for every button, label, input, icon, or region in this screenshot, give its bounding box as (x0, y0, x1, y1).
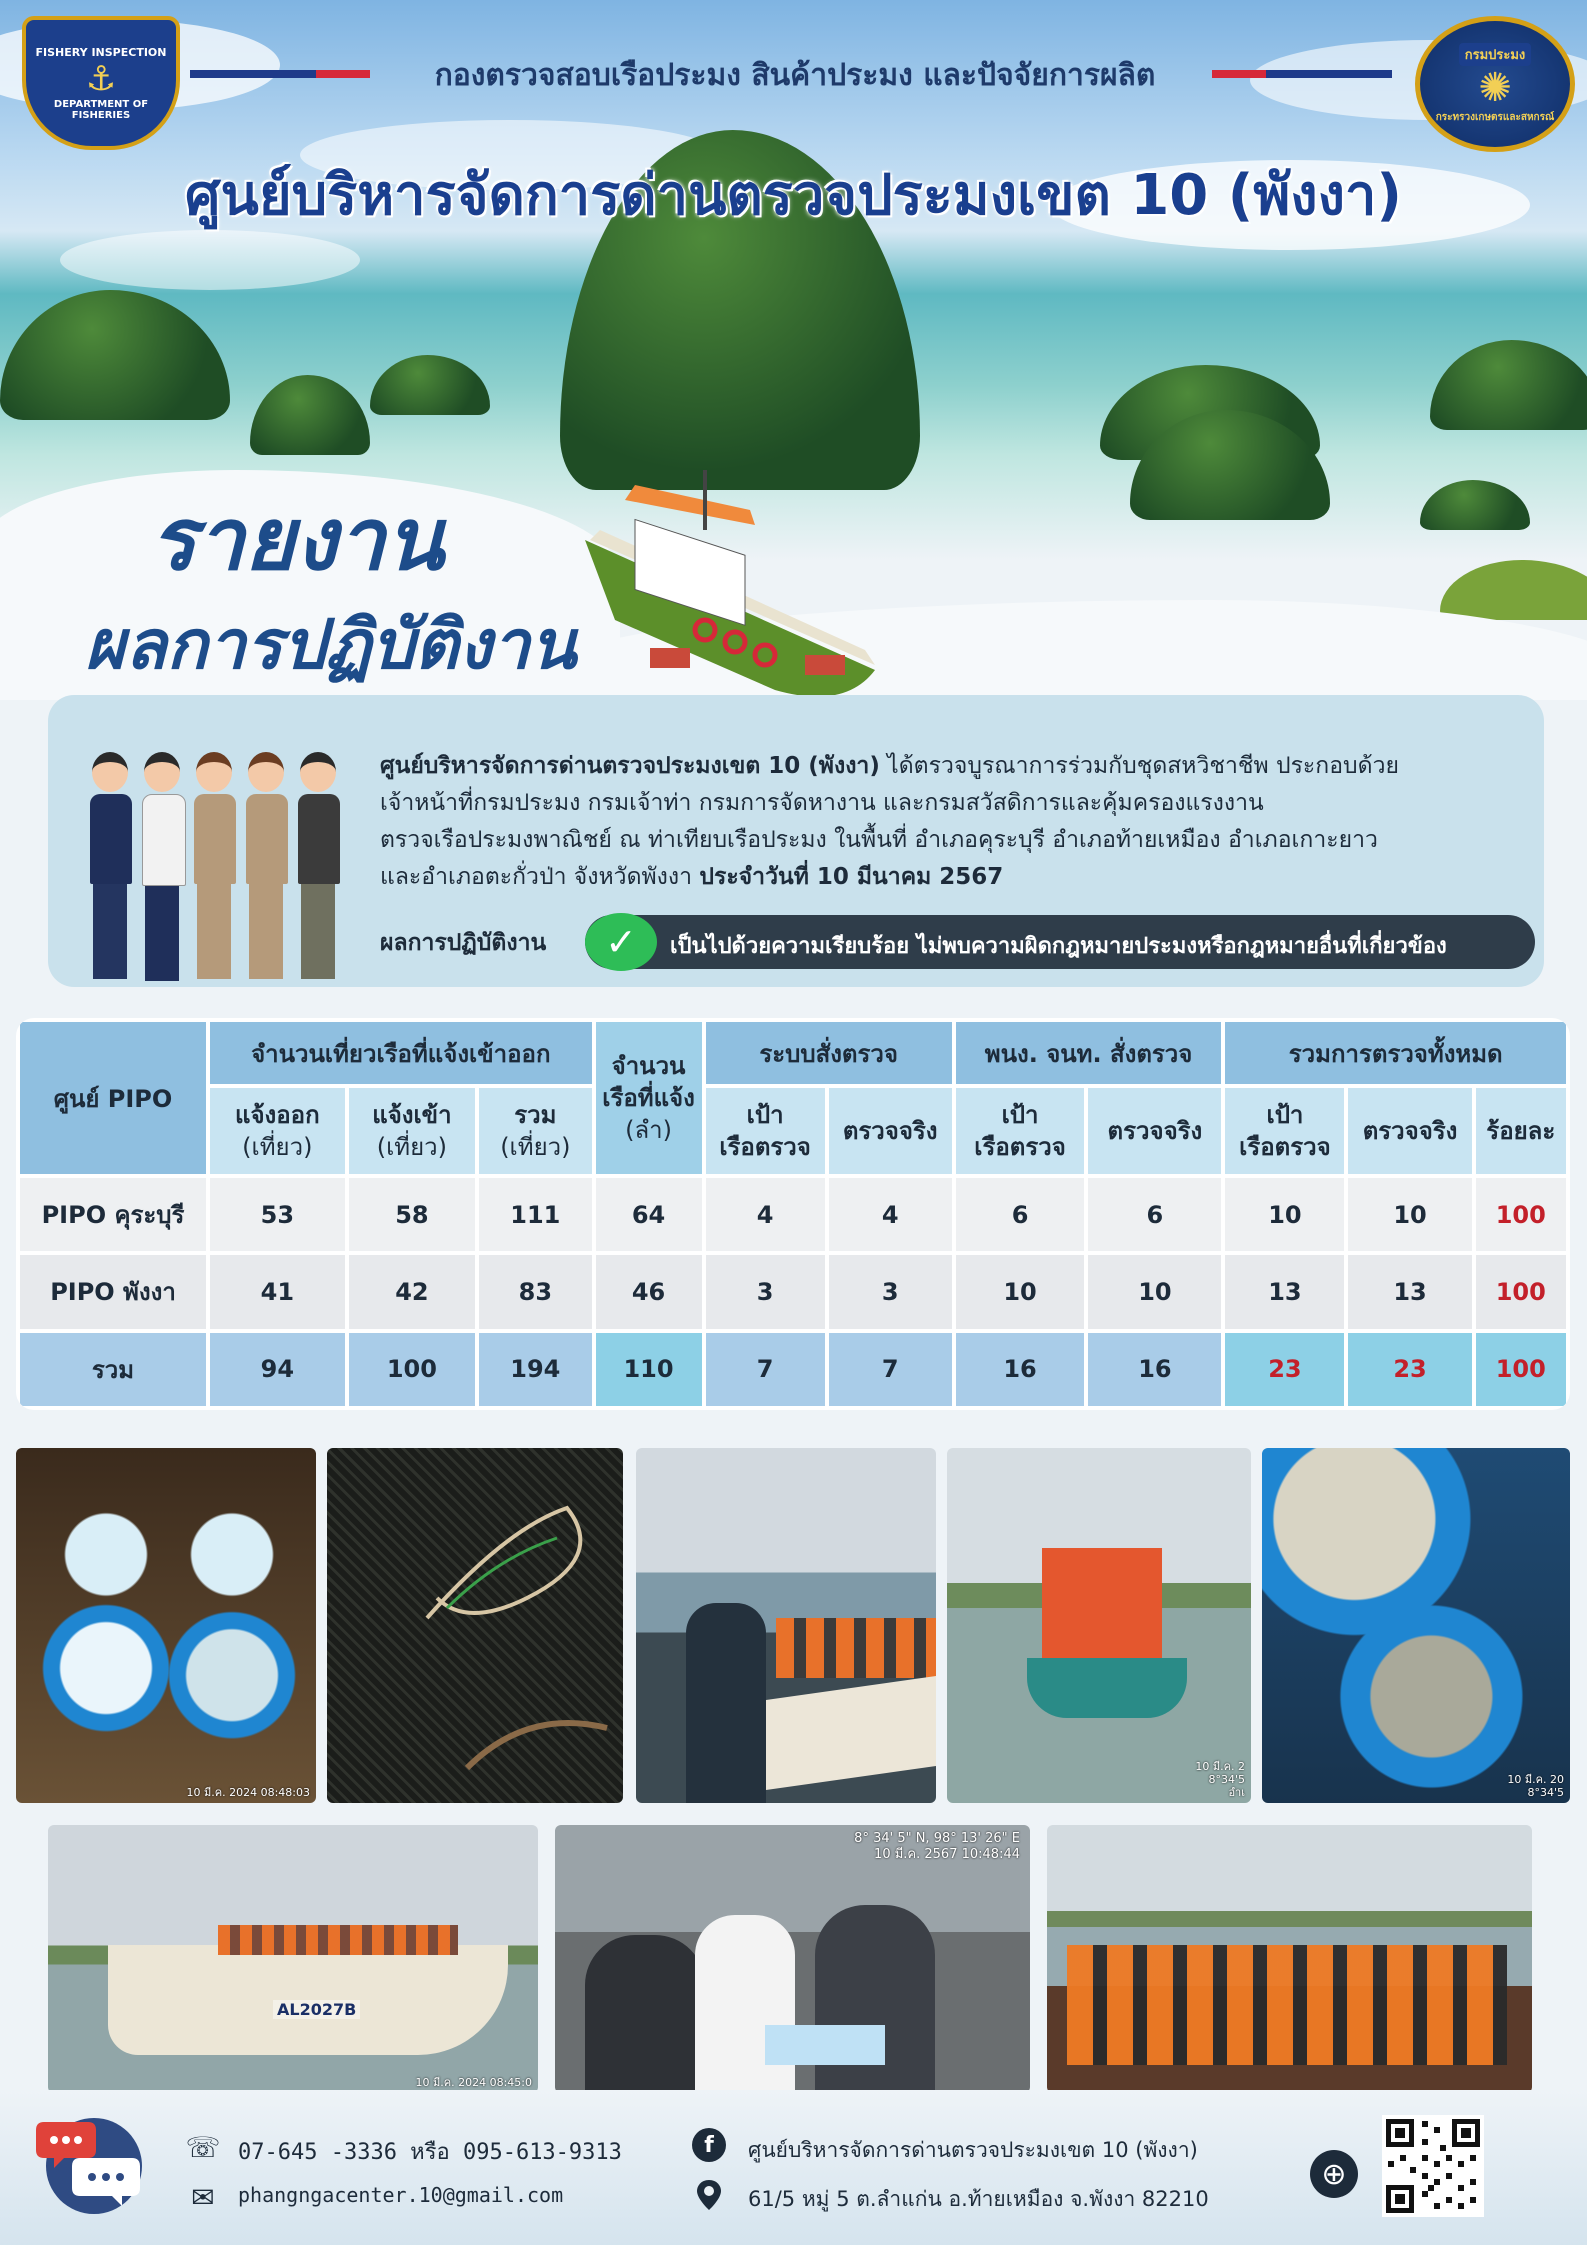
photo-officer-boat-inspection (636, 1448, 936, 1803)
qr-code-icon (1382, 2115, 1484, 2217)
cell-sys-target: 3 (706, 1255, 825, 1328)
photo-document-check (555, 1825, 1030, 2093)
check-icon: ✓ (585, 913, 657, 971)
header-rule-right (1212, 70, 1392, 78)
cell-in: 58 (349, 1178, 475, 1251)
photo-fish-catch (1262, 1448, 1570, 1803)
stamp-line: 10 มี.ค. 2567 10:48:44 (874, 1847, 1020, 1862)
header-officer: พนง. จนท. สั่งตรวจ (956, 1022, 1222, 1084)
cell-sys-actual: 4 (829, 1178, 952, 1251)
boat-registration: AL2027B (273, 2000, 360, 2019)
seal-text-top: กรมประมง (1459, 43, 1532, 66)
summary-text (380, 748, 1520, 896)
cell-percent: 100 (1476, 1333, 1566, 1406)
cell-off-target: 16 (956, 1333, 1085, 1406)
row-name: PIPO คุระบุรี (20, 1178, 206, 1251)
cell-boats: 46 (596, 1255, 702, 1328)
cell-off-target: 10 (956, 1255, 1085, 1328)
fishery-inspection-logo (22, 16, 180, 150)
crew-group (1067, 1945, 1507, 2065)
facebook-page[interactable]: ศูนย์บริหารจัดการด่านตรวจประมงเขต 10 (พังงา) (748, 2138, 1198, 2162)
crew-row (218, 1925, 458, 1955)
cell-sys-actual: 7 (829, 1333, 952, 1406)
header-out-label: แจ้งออก (235, 1101, 320, 1129)
cell-percent: 100 (1476, 1255, 1566, 1328)
header-sum-unit: (เที่ยว) (500, 1133, 571, 1161)
cell-sum: 194 (479, 1333, 591, 1406)
boat-hull (1027, 1658, 1187, 1718)
photo-ice-barrels (16, 1448, 316, 1803)
report-date: ประจำวันที่ 10 มีนาคม 2567 (699, 864, 1004, 890)
officer-figure (90, 752, 130, 979)
photo-fishing-net (327, 1448, 623, 1803)
photo-timestamp: 10 มี.ค. 2024 08:45:0 (415, 2076, 532, 2089)
header-percent: ร้อยละ (1476, 1088, 1566, 1174)
island (0, 290, 230, 420)
stamp-line: 10 มี.ค. 20 (1507, 1773, 1564, 1786)
shore-vegetation (1440, 560, 1587, 620)
officer-figure (194, 752, 234, 979)
header-boats (596, 1022, 702, 1174)
summary-line-2: เจ้าหน้าที่กรมประมง กรมเจ้าท่า กรมการจัดหางาน และกรมสวัสดิการและคุ้มครองแรงงาน (380, 790, 1264, 816)
email-address[interactable]: phangngacenter.10@gmail.com (238, 2183, 564, 2207)
cell-out: 53 (210, 1178, 345, 1251)
table-row (20, 1178, 1566, 1251)
document-tray (765, 2025, 885, 2065)
stamp-line: อำเ (1228, 1786, 1245, 1799)
island (250, 375, 370, 455)
header-target-line2: เรือตรวจ (719, 1133, 811, 1161)
result-text: เป็นไปด้วยความเรียบร้อย ไม่พบความผิดกฎหมายประมงหรือกฎหมายอื่นที่เกี่ยวข้อง (670, 934, 1447, 959)
boat-hull (766, 1676, 936, 1790)
cell-tot-target: 13 (1225, 1255, 1344, 1328)
boat-cabin (1042, 1548, 1162, 1668)
department-of-fisheries-seal (1415, 16, 1575, 152)
summary-line-3: ตรวจเรือประมงพาณิชย์ ณ ท่าเทียบเรือประมง ในพื้นที่ อำเภอคุระบุรี อำเภอท้ายเหมือง อำเภอเกาะยาว (380, 827, 1378, 853)
page-title: ศูนย์บริหารจัดการด่านตรวจประมงเขต 10 (พังงา) (184, 163, 1402, 228)
officer-figure (142, 752, 182, 981)
location-pin-icon (692, 2178, 726, 2212)
table-row (20, 1255, 1566, 1328)
header-out-unit: (เที่ยว) (242, 1133, 313, 1161)
officer-figure (686, 1603, 766, 1803)
cell-tot-actual: 13 (1348, 1255, 1471, 1328)
photo-boat-with-crew (48, 1825, 538, 2093)
seal-emblem-icon: ✺ (1478, 65, 1512, 111)
crew-group (776, 1618, 936, 1678)
summary-line-4: และอำเภอตะกั่วป่า จังหวัดพังงา (380, 864, 700, 890)
header-system: ระบบสั่งตรวจ (706, 1022, 952, 1084)
header-boats-unit: (ลำ) (625, 1116, 672, 1144)
row-name: รวม (20, 1333, 206, 1406)
header-banner (0, 0, 1587, 700)
island (370, 355, 490, 415)
logo-text-bottom: DEPARTMENT OF FISHERIES (53, 98, 149, 121)
cloud (60, 230, 360, 290)
net-detail-drawing (327, 1448, 623, 1803)
seal-text-bottom: กระทรวงเกษตรและสหกรณ์ (1435, 112, 1555, 123)
cell-tot-actual: 23 (1348, 1333, 1471, 1406)
cell-tot-target: 23 (1225, 1333, 1344, 1406)
header-in-label: แจ้งเข้า (372, 1101, 452, 1129)
inspection-table (16, 1018, 1570, 1410)
cell-in: 100 (349, 1333, 475, 1406)
officer-figure (298, 752, 338, 979)
email-icon: ✉ (191, 2180, 215, 2214)
island (1420, 480, 1530, 530)
header-off-target (956, 1088, 1085, 1174)
cell-off-target: 6 (956, 1178, 1085, 1251)
summary-lead: ศูนย์บริหารจัดการด่านตรวจประมงเขต 10 (พังงา) (380, 753, 880, 779)
chat-bubbles-icon (36, 2112, 146, 2216)
header-off-actual: ตรวจจริง (1088, 1088, 1221, 1174)
stamp-line: 8°34'5 (1208, 1773, 1245, 1786)
header-rule-left (190, 70, 370, 78)
staff-illustration (90, 752, 360, 957)
crest-icon: ⚓ (85, 58, 117, 99)
header-target-line1: เป้า (746, 1101, 784, 1129)
officer-figure (246, 752, 286, 979)
header-target-line1: เป้า (1266, 1101, 1304, 1129)
header-target-line2: เรือตรวจ (1239, 1133, 1331, 1161)
cell-tot-target: 10 (1225, 1178, 1344, 1251)
cell-sys-target: 7 (706, 1333, 825, 1406)
cell-off-actual: 16 (1088, 1333, 1221, 1406)
department-title: กองตรวจสอบเรือประมง สินค้าประมง และปัจจัยการผลิต (434, 58, 1156, 93)
table-row-total (20, 1333, 1566, 1406)
photo-timestamp (854, 1831, 1020, 1863)
cell-out: 41 (210, 1255, 345, 1328)
cell-sum: 83 (479, 1255, 591, 1328)
address: 61/5 หมู่ 5 ต.ลำแก่น อ.ท้ายเหมือง จ.พังงา 82210 (748, 2187, 1209, 2211)
photo-fishing-boat (947, 1448, 1251, 1803)
fishing-boat-illustration (575, 470, 905, 700)
row-name: PIPO พังงา (20, 1255, 206, 1328)
official-figure (695, 1915, 795, 2093)
cell-in: 42 (349, 1255, 475, 1328)
header-boats-line1: จำนวน (611, 1052, 686, 1080)
report-heading: รายงาน (150, 489, 444, 590)
photo-crew-life-jackets (1047, 1825, 1532, 2093)
header-target-line1: เป้า (1001, 1101, 1039, 1129)
cell-boats: 64 (596, 1178, 702, 1251)
cell-sum: 111 (479, 1178, 591, 1251)
header-target-line2: เรือตรวจ (974, 1133, 1066, 1161)
header-tot-actual: ตรวจจริง (1348, 1088, 1471, 1174)
phone-number[interactable]: 07-645 -3336 หรือ 095-613-9313 (238, 2140, 622, 2165)
header-tot-target (1225, 1088, 1344, 1174)
photo-timestamp: 10 มี.ค. 2024 08:48:03 (186, 1786, 310, 1799)
header-boats-line2: เรือที่แจ้ง (602, 1084, 695, 1112)
cell-out: 94 (210, 1333, 345, 1406)
header-pipo: ศูนย์ PIPO (20, 1022, 206, 1174)
header-sys-actual: ตรวจจริง (829, 1088, 952, 1174)
header-sys-target (706, 1088, 825, 1174)
phone-icon: ☏ (185, 2130, 221, 2164)
stamp-line: 8° 34' 5" N, 98° 13' 26" E (854, 1831, 1020, 1846)
globe-icon[interactable]: ⊕ (1310, 2150, 1358, 2198)
logo-text-top: FISHERY INSPECTION (35, 45, 167, 59)
cell-boats: 110 (596, 1333, 702, 1406)
stamp-line: 10 มี.ค. 2 (1195, 1760, 1245, 1773)
photo-timestamp (1507, 1773, 1564, 1799)
stamp-line: 8°34'5 (1527, 1786, 1564, 1799)
header-sum-label: รวม (514, 1101, 557, 1129)
header-out (210, 1088, 345, 1174)
cell-sys-actual: 3 (829, 1255, 952, 1328)
cell-off-actual: 6 (1088, 1178, 1221, 1251)
header-total: รวมการตรวจทั้งหมด (1225, 1022, 1566, 1084)
official-figure (585, 1935, 705, 2093)
facebook-icon: f (692, 2128, 726, 2162)
cell-off-actual: 10 (1088, 1255, 1221, 1328)
header-in (349, 1088, 475, 1174)
cell-percent: 100 (1476, 1178, 1566, 1251)
report-subheading: ผลการปฏิบัติงาน (85, 605, 577, 685)
header-trips: จำนวนเที่ยวเรือที่แจ้งเข้าออก (210, 1022, 592, 1084)
header-in-unit: (เที่ยว) (376, 1133, 448, 1161)
header-sum (479, 1088, 591, 1174)
summary-line-1: ได้ตรวจบูรณาการร่วมกับชุดสหวิชาชีพ ประกอบด้วย (879, 753, 1399, 779)
island (1430, 340, 1587, 430)
result-label: ผลการปฏิบัติงาน (380, 930, 547, 956)
cell-tot-actual: 10 (1348, 1178, 1471, 1251)
cell-sys-target: 4 (706, 1178, 825, 1251)
photo-timestamp (1195, 1760, 1245, 1799)
